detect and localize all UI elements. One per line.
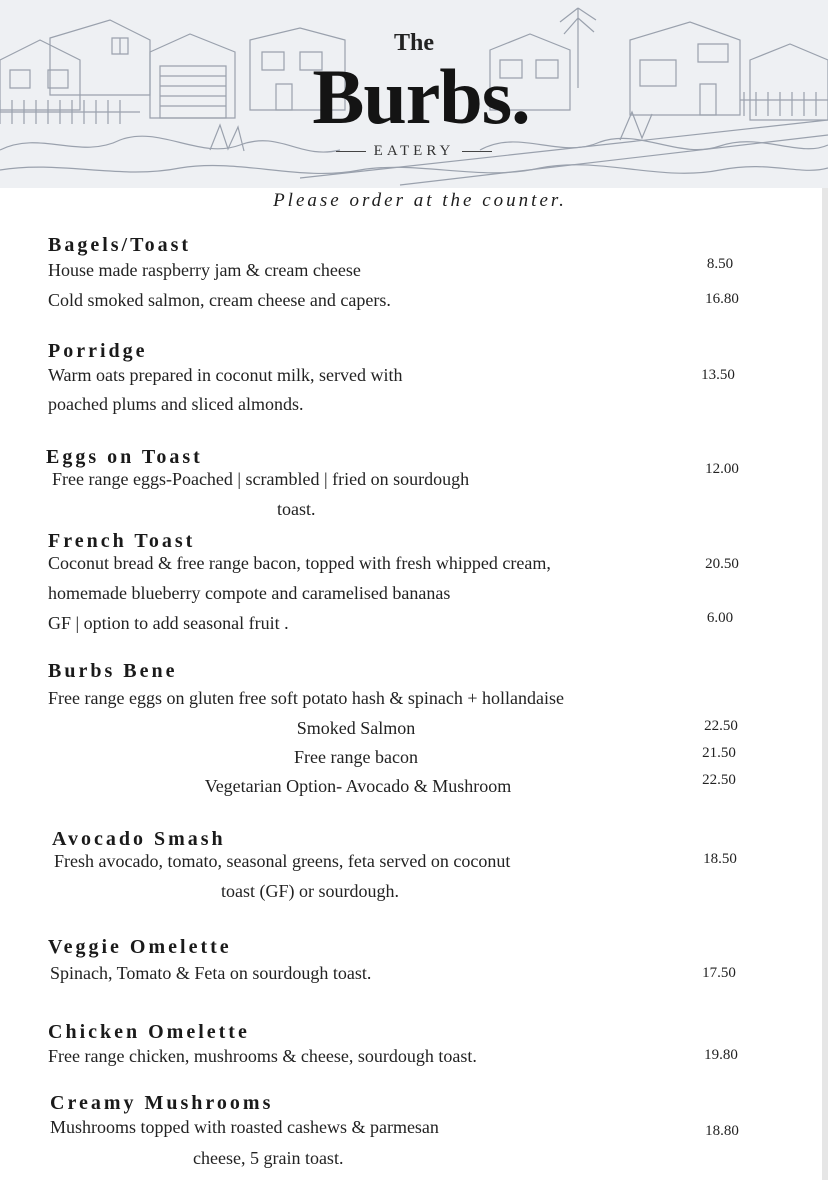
price: 20.50 <box>705 556 739 572</box>
logo-title: Burbs. <box>312 53 530 140</box>
menu-line: toast (GF) or sourdough. <box>221 881 399 901</box>
price: 22.50 <box>704 718 738 734</box>
menu-line: Coconut bread & free range bacon, topped with fresh whipped cream, <box>48 553 551 573</box>
price: 13.50 <box>701 367 735 383</box>
price: 22.50 <box>702 772 736 788</box>
section-title-bagels-toast: Bagels/Toast <box>48 234 192 256</box>
logo-the: The <box>393 30 434 56</box>
menu-line: poached plums and sliced almonds. <box>48 394 304 414</box>
right-rule <box>462 151 492 152</box>
price: 19.80 <box>704 1047 738 1063</box>
menu-line: Fresh avocado, tomato, seasonal greens, feta served on coconut <box>54 851 511 871</box>
menu-line: cheese, 5 grain toast. <box>193 1148 344 1168</box>
page-edge <box>822 188 828 1180</box>
section-title-burbs-bene: Burbs Bene <box>48 660 178 682</box>
price: 16.80 <box>705 291 739 307</box>
section-title-chicken-omelette: Chicken Omelette <box>48 1021 250 1043</box>
menu-line: homemade blueberry compote and caramelised bananas <box>48 583 451 603</box>
section-title-french-toast: French Toast <box>48 530 196 552</box>
menu-line: GF | option to add seasonal fruit . <box>48 613 289 633</box>
order-notice: Please order at the counter. <box>273 190 567 211</box>
menu-line: Free range eggs on gluten free soft potato hash & spinach + hollandaise <box>48 688 565 708</box>
logo-subtitle-text: EATERY <box>373 143 455 159</box>
section-title-avocado-smash: Avocado Smash <box>52 828 226 850</box>
price: 17.50 <box>702 965 736 981</box>
menu-line: Mushrooms topped with roasted cashews & parmesan <box>50 1117 439 1137</box>
logo-subtitle <box>0 143 828 160</box>
section-title-porridge: Porridge <box>48 340 148 362</box>
menu-line: Free range eggs-Poached | scrambled | fried on sourdough <box>52 469 470 489</box>
menu-line: Spinach, Tomato & Feta on sourdough toast. <box>50 963 372 983</box>
section-title-veggie-omelette: Veggie Omelette <box>48 936 232 958</box>
left-rule <box>336 151 366 152</box>
price: 8.50 <box>706 256 734 272</box>
price: 21.50 <box>702 745 736 761</box>
price: 12.00 <box>705 461 739 477</box>
header-banner <box>0 0 828 188</box>
section-title-eggs-on-toast: Eggs on Toast <box>46 446 203 468</box>
menu-line: Free range chicken, mushrooms & cheese, sourdough toast. <box>48 1046 477 1066</box>
menu-line: Free range bacon <box>294 747 418 767</box>
menu-line: Smoked Salmon <box>296 718 416 738</box>
menu-line: Cold smoked salmon, cream cheese and capers. <box>48 290 391 310</box>
section-title-creamy-mushrooms: Creamy Mushrooms <box>50 1092 274 1114</box>
menu-line: Warm oats prepared in coconut milk, served with <box>48 365 403 385</box>
menu-line: Vegetarian Option- Avocado & Mushroom <box>204 776 512 796</box>
menu-line: toast. <box>277 499 316 519</box>
price: 18.50 <box>703 851 737 867</box>
price: 18.80 <box>705 1123 739 1139</box>
menu-line: House made raspberry jam & cream cheese <box>48 260 361 280</box>
price: 6.00 <box>706 610 734 626</box>
